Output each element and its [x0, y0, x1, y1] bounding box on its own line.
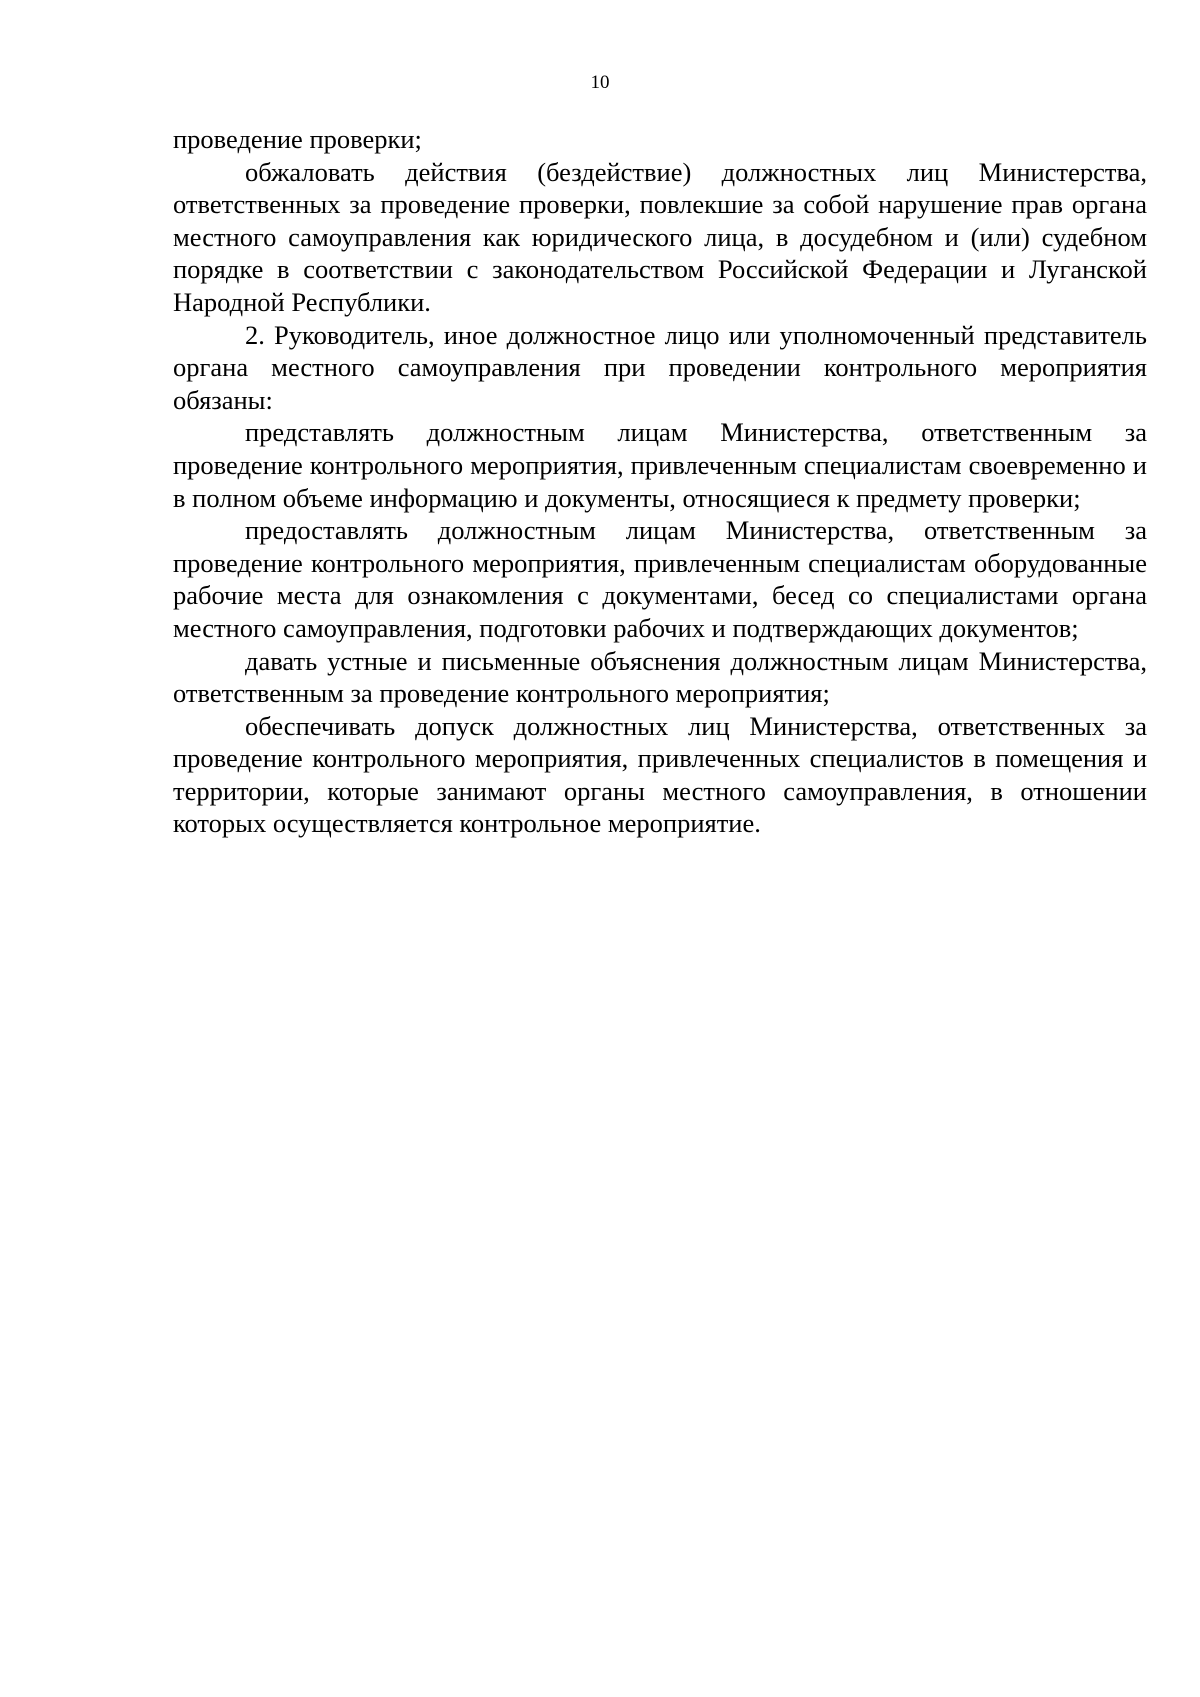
paragraph-provide-workplaces: предоставлять должностным лицам Министерства, ответственным за проведение контрольного мероприятия, привлеченным специалистам оборудованные рабочие места для ознакомления с документами, бесед со специалистами органа местного самоуправления, подготовки рабочих и подтверждающих документов;	[173, 515, 1147, 643]
paragraph-continuation: проведение проверки;	[173, 124, 422, 154]
paragraph-appeal-right: обжаловать действия (бездействие) должностных лиц Министерства, ответственных за проведение проверки, повлекшие за собой нарушение прав органа местного самоуправления как юридического лица, в досудебном и (или) судебном порядке в соответствии с законодательством Российской Федерации и Луганской Народной Республики.	[173, 156, 1147, 317]
page-number: 10	[590, 72, 610, 93]
document-body	[173, 123, 1147, 840]
paragraph-give-explanations: давать устные и письменные объяснения должностным лицам Министерства, ответственным за проведение контрольного мероприятия;	[173, 645, 1147, 709]
paragraph-ensure-access: обеспечивать допуск должностных лиц Министерства, ответственных за проведение контрольного мероприятия, привлеченных специалистов в помещения и территории, которые занимают органы местного самоуправления, в отношении которых осуществляется контрольное мероприятие.	[173, 710, 1147, 839]
paragraph-item-2-obligations: 2. Руководитель, иное должностное лицо или уполномоченный представитель органа местного самоуправления при проведении контрольного мероприятия обязаны:	[173, 319, 1147, 415]
paragraph-provide-information: представлять должностным лицам Министерства, ответственным за проведение контрольного мероприятия, привлеченным специалистам своевременно и в полном объеме информацию и документы, относящиеся к предмету проверки;	[173, 417, 1147, 513]
